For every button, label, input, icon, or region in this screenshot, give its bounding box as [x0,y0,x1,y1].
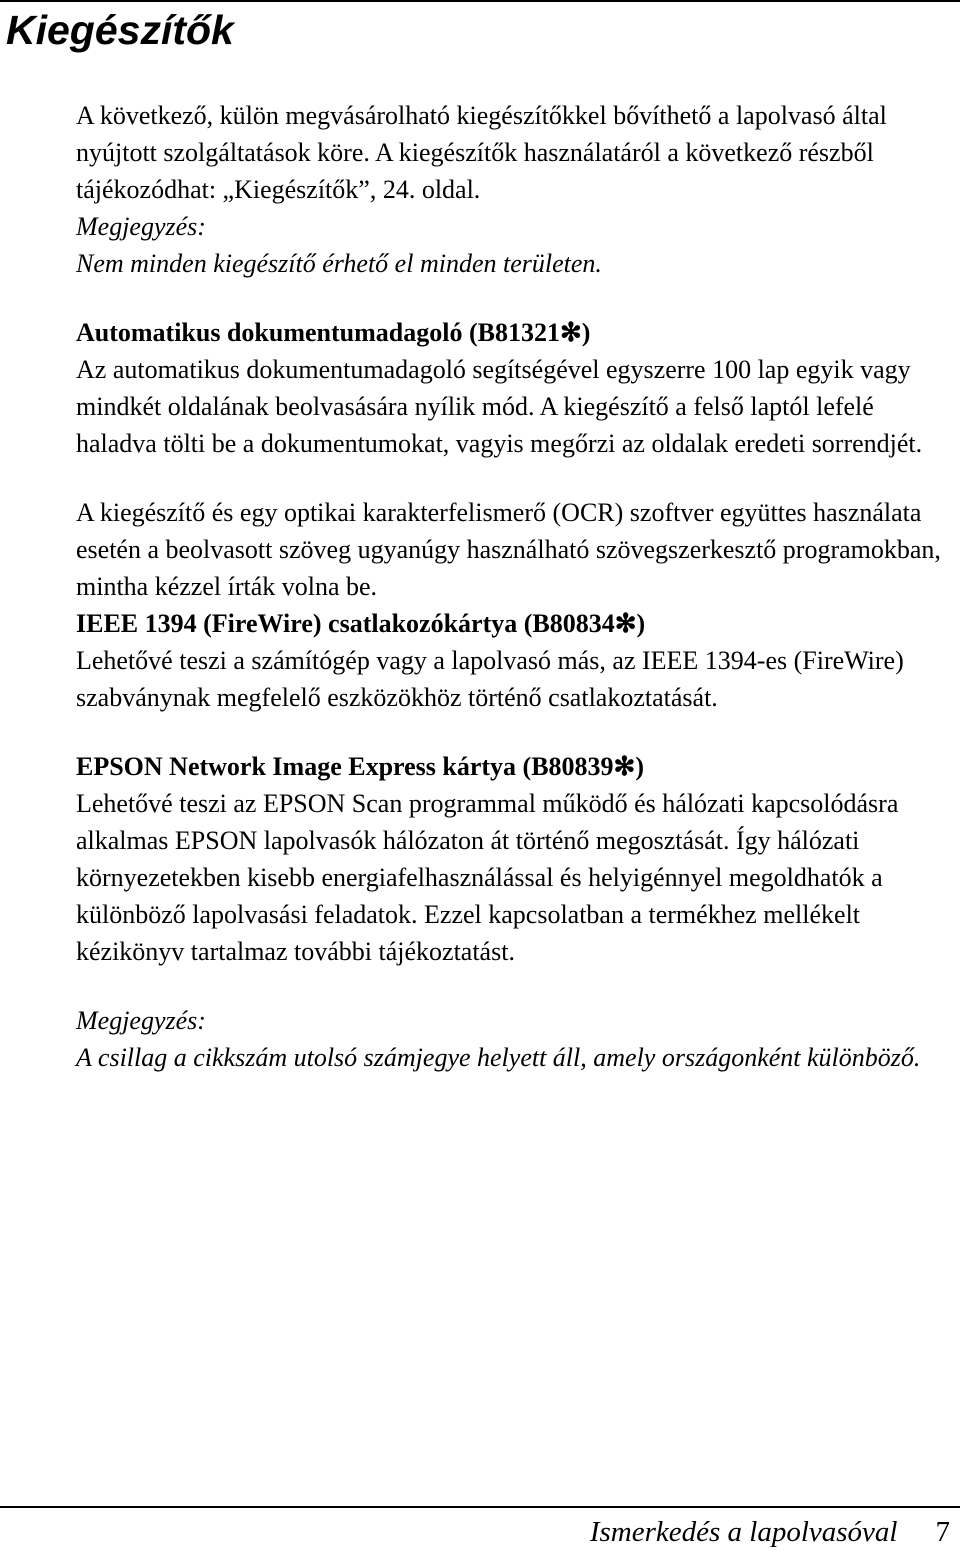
section-body: Lehetővé teszi a számítógép vagy a lapolvasó más, az IEEE 1394-es (FireWire) szabványnak megfelelő eszközökhöz történő csatlakoztatását. [76,646,904,712]
section-firewire-card [76,605,960,716]
section-heading: Automatikus dokumentumadagoló (B81321✻) [76,318,591,347]
section-network-card [76,748,960,970]
note-block-asterisk [76,1002,960,1076]
note-label: Megjegyzés: [76,212,206,241]
section-body-ocr: A kiegészítő és egy optikai karakterfelismerő (OCR) szoftver együttes használata esetén a beolvasott szöveg ugyanúgy használható szövegszerkesztő programokban, mintha kézzel írták volna be. [76,498,941,601]
section-body: Lehetővé teszi az EPSON Scan programmal működő és hálózati kapcsolódásra alkalmas EPSON lapolvasók hálózaton át történő megosztását. Így hálózati környezetekben kisebb energiafelhasználással és helyigénnyel megoldhatók a különböző lapolvasási feladatok. Ezzel kapcsolatban a termékhez mellékelt kézikönyv tartalmaz további tájékoztatást. [76,789,899,966]
page-title: Kiegészítők [6,7,234,53]
page-footer [590,1512,950,1552]
main-content [76,97,960,1108]
page-number: 7 [935,1516,950,1548]
section-document-feeder [76,314,960,462]
section-heading: IEEE 1394 (FireWire) csatlakozókártya (B80834✻) [76,609,646,638]
footer-rule [0,1506,960,1508]
note-text: Nem minden kiegészítő érhető el minden területen. [76,249,602,278]
note-label: Megjegyzés: [76,1006,206,1035]
note-block-availability [76,208,960,282]
intro-paragraph: A következő, külön megvásárolható kiegészítőkkel bővíthető a lapolvasó által nyújtott szolgáltatások köre. A kiegészítők használatáról a következő részből tájékozódhat: „Kiegészítők”, 24. oldal. [76,101,887,204]
note-text: A csillag a cikkszám utolsó számjegye helyett áll, amely országonként különböző. [76,1043,921,1072]
section-body: Az automatikus dokumentumadagoló segítségével egyszerre 100 lap egyik vagy mindkét oldalának beolvasására nyílik mód. A kiegészítő a felső laptól lefelé haladva tölti be a dokumentumokat, vagyis megőrzi az oldalak eredeti sorrendjét. [76,355,923,458]
section-heading: EPSON Network Image Express kártya (B80839✻) [76,752,645,781]
footer-section-title: Ismerkedés a lapolvasóval [589,1516,898,1548]
